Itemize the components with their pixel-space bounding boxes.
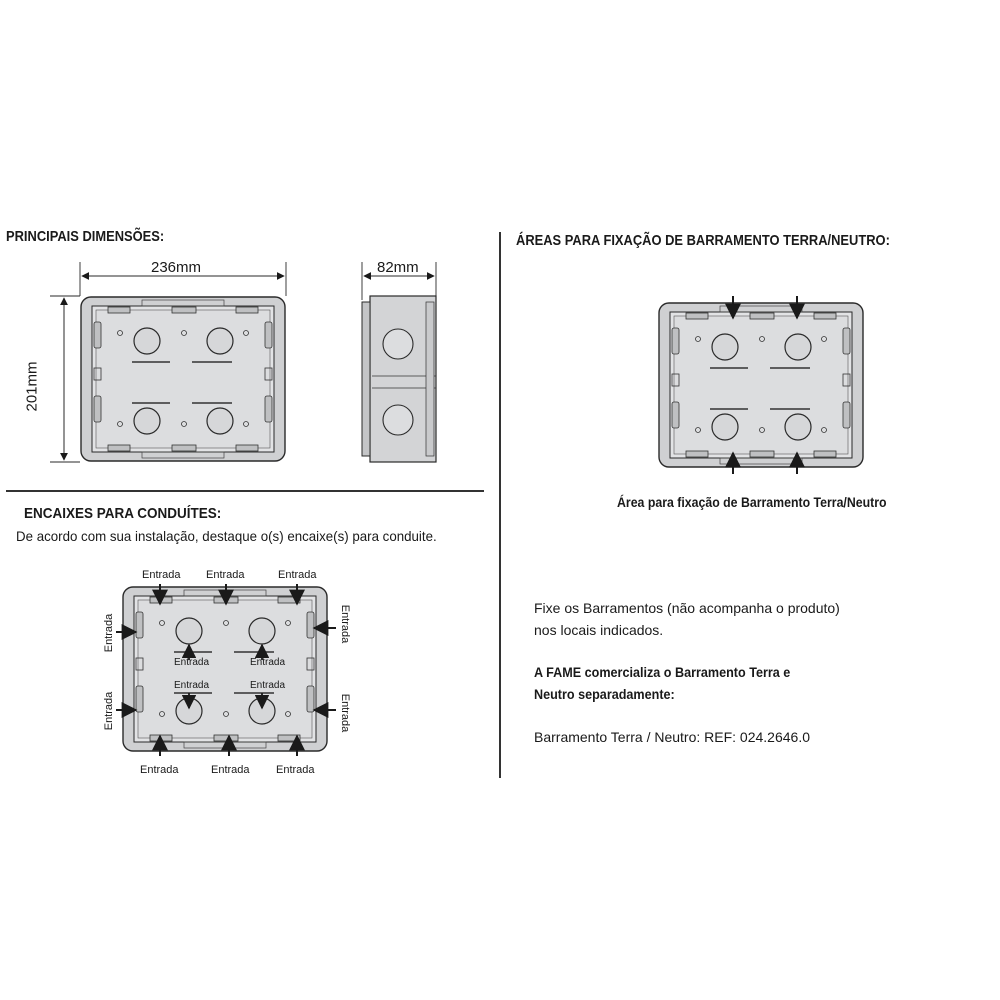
entry-label-top-left: Entrada bbox=[142, 569, 181, 581]
entry-label-left-upper: Entrada bbox=[103, 613, 115, 653]
entry-label-inner-bottom-left: Entrada bbox=[174, 680, 210, 691]
depth-dimension-label: 82mm bbox=[377, 259, 419, 276]
conduit-entries-diagram bbox=[116, 584, 336, 756]
entry-label-inner-top-right: Entrada bbox=[250, 657, 286, 668]
entry-label-inner-bottom-right: Entrada bbox=[250, 680, 286, 691]
reference-note: Barramento Terra / Neutro: REF: 024.2646.0 bbox=[534, 729, 810, 745]
fame-note-line2: Neutro separadamente: bbox=[534, 686, 675, 702]
conduits-heading: ENCAIXES PARA CONDUÍTES: bbox=[24, 505, 222, 522]
busbar-heading: ÁREAS PARA FIXAÇÃO DE BARRAMENTO TERRA/NEUTRO: bbox=[516, 232, 890, 249]
busbar-caption: Área para fixação de Barramento Terra/Neutro bbox=[617, 494, 887, 510]
entry-label-right-lower: Entrada bbox=[339, 693, 351, 733]
entry-label-bottom-right: Entrada bbox=[276, 764, 315, 776]
fame-note-line1: A FAME comercializa o Barramento Terra e bbox=[534, 664, 791, 680]
front-view-diagram bbox=[81, 297, 285, 461]
width-dimension-label: 236mm bbox=[151, 259, 202, 276]
height-dimension-label: 201mm bbox=[23, 361, 41, 412]
entry-label-bottom-left: Entrada bbox=[140, 764, 179, 776]
entry-label-inner-top-left: Entrada bbox=[174, 657, 210, 668]
dimensions-heading: PRINCIPAIS DIMENSÕES: bbox=[6, 228, 165, 245]
fix-note-line1: Fixe os Barramentos (não acompanha o produto) bbox=[534, 600, 840, 616]
conduits-description: De acordo com sua instalação, destaque o(s) encaixe(s) para conduite. bbox=[16, 528, 437, 544]
side-view-diagram bbox=[362, 296, 436, 462]
busbar-areas-diagram bbox=[659, 296, 863, 474]
entry-label-top-right: Entrada bbox=[278, 569, 317, 581]
entry-label-top-center: Entrada bbox=[206, 569, 245, 581]
entry-label-left-lower: Entrada bbox=[103, 691, 115, 731]
fix-note-line2: nos locais indicados. bbox=[534, 622, 664, 638]
entry-label-right-upper: Entrada bbox=[339, 604, 351, 644]
entry-label-bottom-center: Entrada bbox=[211, 764, 250, 776]
